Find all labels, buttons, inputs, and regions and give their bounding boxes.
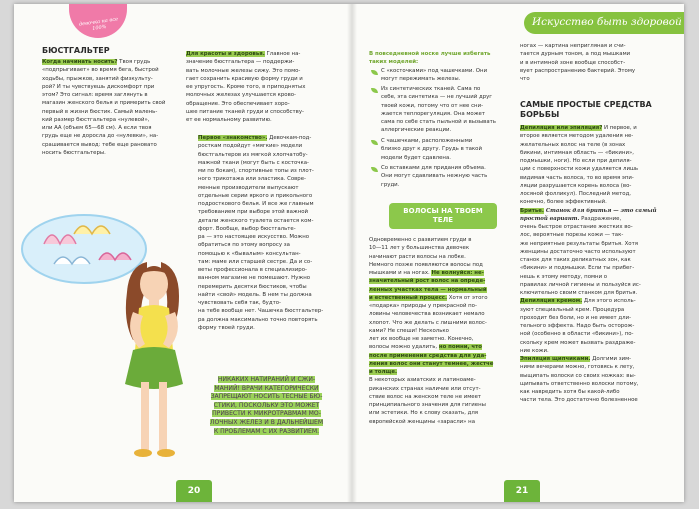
text-line: росткам подойдут «мягкие» модели	[198, 143, 303, 150]
text-line: себе, эта синтетика — не лучший друг	[381, 94, 493, 101]
text-line: правилах личной гигиены и пользуйся ис-	[520, 281, 641, 288]
text-line: волосы можно удалить,	[369, 344, 438, 351]
text-line: начинают расти волосы на лобке.	[369, 253, 466, 260]
banner-title: ВОЛОСЫ НА ТВОЕМ ТЕЛЕ	[403, 207, 483, 224]
text-line: ет ее нормальному развитию.	[186, 117, 272, 123]
page-number-right: 21	[504, 480, 540, 502]
text-line: чувствовать себя так, будто-	[198, 300, 281, 306]
text-line: там: маме или старшей сестре. Да и со-	[198, 258, 313, 265]
callout-line: МАНИЙ! ВРАЧИ КАТЕГОРИЧЕСКИ	[214, 384, 319, 392]
text-line: шее питание тканей груди и способству-	[186, 108, 304, 115]
label-shaving: Бритье.	[520, 207, 544, 214]
label-depilation: Депиляция или эпиляция?	[520, 125, 603, 131]
text-line: близко друг к другу. Грудь в такой	[381, 146, 482, 153]
text-line: С чашечками, расположенными	[381, 138, 473, 144]
highlight-text: после применения средства для уда-	[369, 352, 487, 359]
right-col2-body	[520, 124, 670, 405]
text-line: «подпрыгивает» во время бега, быстрой	[42, 67, 159, 74]
text-line: значение бюстгальтера — поддержи-	[186, 59, 295, 66]
text-line: Раздражение,	[581, 215, 622, 222]
text-line: выщипать волоски со своих ножках: вы-	[520, 372, 636, 379]
text-line: грудь еще не доросла до «нулевки», на-	[42, 133, 159, 140]
callout-line: К ПРОБЛЕМАМ С ИХ РАЗВИТИЕМ.	[213, 427, 320, 435]
highlight-text: значительный рост волос на опреде-	[369, 278, 486, 285]
text-line: Они могут сдавливать нежную часть	[381, 173, 488, 180]
section-badge	[69, 4, 127, 38]
hair-section-banner	[389, 203, 497, 229]
highlight-text: но помни, что	[438, 344, 482, 351]
text-line: отдельные серии яркого и прикольного	[198, 192, 313, 199]
text-line: части тела. Это достаточно болезненное	[520, 397, 638, 404]
text-line: же неприятные результаты бритья. Хотя	[520, 240, 638, 247]
text-line: что	[520, 76, 530, 82]
text-line: могут пережимать железы.	[381, 76, 461, 83]
text-line: Главное на-	[264, 51, 301, 57]
text-line: ногах — картина непригляная и счи-	[520, 43, 626, 49]
text-line: риканских странах наличие или отсут-	[369, 385, 481, 392]
text-line: гает сохранить красивую форму груди и	[186, 75, 303, 82]
text-line: европейской женщины «зарасли» на	[369, 418, 476, 425]
text-line: принципиального значения для гигиены	[369, 402, 486, 408]
text-line: модели будет сдавлена.	[381, 154, 451, 161]
text-line: ной (особенно в области «бикини»), по-	[520, 331, 634, 338]
text-line: зуют специальный крем. Процедура	[520, 306, 625, 313]
text-line: ловины человечества возникает немало	[369, 311, 485, 318]
text-line: перемерить десятки бюстиков, чтобы	[198, 283, 307, 290]
text-line: Со вставками для придания объема.	[381, 165, 486, 171]
text-line: «подарка» природы у прекрасной по-	[369, 303, 477, 309]
text-line: Девочкам-под-	[267, 135, 312, 141]
text-line: груди.	[381, 181, 400, 188]
text-line: мышками и на ногах.	[369, 270, 430, 276]
text-line: лет их вообще не заметно. Конечно,	[369, 336, 474, 342]
text-line: тается дурным тоном, а под мышками	[520, 51, 631, 58]
text-line: ками? Не спеши! Несколько	[369, 327, 449, 334]
label-when-start: Когда начинать носить?	[42, 59, 118, 65]
text-line: Для этого исполь-	[582, 298, 636, 305]
text-line: ее упругость. Кроме того, в приподнятых	[186, 84, 306, 90]
text-line: найти «свой» модель. В нем ты должна	[198, 291, 312, 298]
running-head-text: Искусство быть здоровой	[532, 16, 682, 28]
left-col1-text	[42, 58, 182, 157]
highlight-text: не-	[472, 270, 484, 276]
text-line: как навредить хотя бы какой-либо	[520, 389, 620, 395]
book-spread	[14, 4, 684, 502]
text-line: носить бюстгальтеры.	[42, 149, 106, 156]
text-line: ра должна максимально точно повторять	[198, 316, 318, 323]
text-line: Хотя от этого	[447, 294, 488, 301]
label-tweezers: Эпиляция щипчиками.	[520, 356, 591, 362]
text-line: ляции разрушается корень волоса (во-	[520, 182, 632, 189]
text-line: веты профессионала в специализиро-	[198, 267, 307, 273]
text-line: или АА (объем 65—68 см). А если твоя	[42, 125, 152, 131]
text-line: женщины достаточно часто используют	[520, 248, 636, 255]
text-line: кий размер бюстгальтера «нулевой»,	[42, 116, 150, 123]
text-line: И первое, и	[602, 125, 637, 131]
text-line: магазин женского белья и примерить свой	[42, 100, 166, 107]
label-beauty-health: Для красоты и здоровья.	[186, 51, 265, 57]
text-line: бюстгальтеров из мягкой хлопчатобу-	[198, 151, 308, 158]
text-line: вать молочные железы сижу. Это помо-	[186, 67, 301, 74]
text-line: жается теплорегуляция. Она может	[381, 110, 486, 117]
text-line: очень быстрое отрастание жестких во-	[520, 224, 633, 230]
text-line: «бикини» и подмышки. Если ты прибег-	[520, 265, 635, 272]
right-col2-top	[520, 42, 668, 83]
text-line: ствие волос на женском теле не имеет	[369, 393, 482, 400]
text-line: ключительно своим станком для бритья.	[520, 290, 638, 296]
text-line: детали женского туалета остается ком-	[198, 217, 314, 224]
text-line: 10—11 лет у большинства девочек	[369, 245, 470, 252]
bullet-leaf-icon	[371, 140, 378, 145]
left-heading: БЮСТГАЛЬТЕР	[42, 46, 110, 55]
text-line: помощью к «бывалым» консультан-	[198, 250, 301, 257]
text-line: молочных железах улучшается крово-	[186, 92, 297, 99]
highlight-text: ления волос они станут темнее, жестче	[369, 360, 494, 367]
highlight-text: и естественный процесс.	[369, 294, 448, 301]
text-line: станок для таких деликатных зон, как	[520, 257, 631, 263]
bullet-3	[381, 137, 506, 162]
text-line: второе является методом удаления не-	[520, 133, 634, 140]
text-line: аллергические реакции.	[381, 127, 452, 134]
text-line: сама по себе стать пыльной и вызывать	[381, 119, 496, 125]
text-line: первый в жизни бюстик. Самый малень-	[42, 108, 158, 115]
text-line: Из синтетических тканей. Сама по	[381, 86, 481, 92]
label-cream: Депиляция кремом.	[520, 298, 583, 305]
text-line: ра — это настоящее искусство. Можно	[198, 234, 310, 240]
text-line: ними вечерами можно, готовясь к лету,	[520, 364, 635, 371]
text-line: ходьбы, прыжков, занятий физкульту-	[42, 75, 153, 82]
bullet-leaf-icon	[371, 70, 378, 75]
text-line: ции с поверхности кожи удаляется лишь	[520, 166, 639, 173]
bullet-4	[381, 164, 506, 189]
text-line: щипывать ответственно волоски потому,	[520, 380, 639, 387]
text-line: обратиться по этому вопросу за	[198, 242, 290, 249]
text-line: Одновременно с развитием груди в	[369, 237, 472, 243]
callout-line: ЗАПРЕЩАЮТ НОСИТЬ ТЕСНЫЕ БЮ-	[210, 393, 323, 401]
text-line: бикини, интимная область — «бикини»,	[520, 149, 634, 156]
text-line: С «косточками» под чашечками. Они	[381, 68, 488, 74]
avoid-models-intro: В повседневной носке лучше избегать таких моделей:	[369, 51, 491, 66]
text-line: желательных волос на теле (в зонах	[520, 141, 626, 148]
highlight-text: и толще.	[369, 369, 398, 375]
text-line: ванном магазине не помешают. Нужно	[198, 275, 311, 282]
bullet-leaf-icon	[371, 167, 378, 172]
remedies-heading: САМЫЕ ПРОСТЫЕ СРЕДСТВА БОРЬБЫ	[520, 100, 652, 119]
text-line: конечно, более эффективный.	[520, 199, 607, 206]
text-line: ми по бокам), спортивные топы из плот-	[198, 168, 314, 174]
badge-label: девочка на все 100%	[78, 16, 119, 32]
text-line: проходит без боли, но и не имеет дли-	[520, 314, 632, 321]
text-line: срашивается вывод: тебе еще рановато	[42, 141, 157, 148]
highlight-text: ленных участках тела — нормальный	[369, 286, 487, 293]
bullet-leaf-icon	[371, 88, 378, 93]
left-col2a-text	[186, 50, 334, 124]
text-line: видимая часть волоса, то во время эпи-	[520, 174, 634, 181]
text-line: ного трикотажа или эластика. Совре-	[198, 176, 306, 183]
text-line: и в интимной зоне вообще способст-	[520, 59, 626, 66]
label-first-acquaintance: Первое «знакомство».	[198, 135, 268, 141]
text-line: мажной ткани (могут быть с косточка-	[198, 159, 309, 166]
text-line: или эстетики. Но к слову сказать, для	[369, 410, 479, 417]
text-line: тельного эффекта. Надо быть осторож-	[520, 323, 635, 329]
warning-callout	[194, 376, 339, 436]
text-line: подросткового белья. И все же главным	[198, 201, 314, 207]
text-line: лос, вероятные порезы кожи — так-	[520, 232, 624, 239]
running-head	[524, 12, 684, 34]
highlight-text: Не волнуйся:	[431, 270, 473, 276]
callout-line: НИКАКИХ НАТИРАНИЙ И СЖИ-	[217, 376, 316, 383]
text-line: Немного позже появляются волосы под	[369, 261, 483, 268]
text-line: нешь к этому методу, помни о	[520, 273, 608, 280]
text-line: подмышки, ноги). Но если при депиля-	[520, 158, 632, 164]
callout-line: ПРИВЕСТИ К МИКРОТРАВМАМ МО-	[212, 410, 321, 418]
text-line: хлопот. Что же делать с лишними волос-	[369, 319, 487, 326]
page-number-left: 20	[176, 480, 212, 502]
text-line: менные производители выпускают	[198, 184, 299, 191]
right-col1-list	[369, 50, 504, 67]
text-line: обращение. Это обеспечивает хоро-	[186, 100, 290, 107]
text-line: рой? И ты чувствуешь дискомфорт при	[42, 83, 155, 90]
text-line: форт. Вообще, выбор бюстгальте-	[198, 225, 296, 232]
text-line: В некоторых азиатских и латиноаме-	[369, 377, 476, 384]
text-line: требованием при выборе этой важной	[198, 209, 309, 216]
callout-line: СТИКИ, ПОСКОЛЬКУ ЭТО МОЖЕТ	[213, 401, 320, 409]
text-line: Долгими зим-	[590, 356, 632, 362]
handwritten-note: Станок для бритья — это самый простой вариант.	[520, 207, 657, 222]
girl-illustration	[109, 254, 199, 469]
text-line: этом? Это сигнал: время заглянуть в	[42, 92, 148, 98]
left-col2b-text	[198, 134, 334, 332]
text-line: лосяной фолликул). Последний метод,	[520, 191, 632, 197]
text-line: на тебе вообще нет. Чашечка бюстгальтер-	[198, 308, 324, 315]
right-col1-body	[369, 236, 509, 426]
bullet-2	[381, 85, 506, 135]
bullet-1	[381, 67, 506, 84]
callout-line: ЛОЧНЫХ ЖЕЛЕЗ И В ДАЛЬНЕЙШЕМ	[209, 418, 324, 426]
text-line: ние кожи.	[520, 347, 549, 354]
text-line: форму твоей груди.	[198, 324, 255, 331]
text-line: Твоя грудь	[117, 59, 151, 65]
text-line: вует распространению бактерий. Этому	[520, 67, 636, 74]
text-line: твоей кожи, потому что от нее сни-	[381, 102, 484, 109]
page-gutter	[347, 4, 357, 502]
text-line: скольку крем может вызвать раздраже-	[520, 339, 636, 346]
